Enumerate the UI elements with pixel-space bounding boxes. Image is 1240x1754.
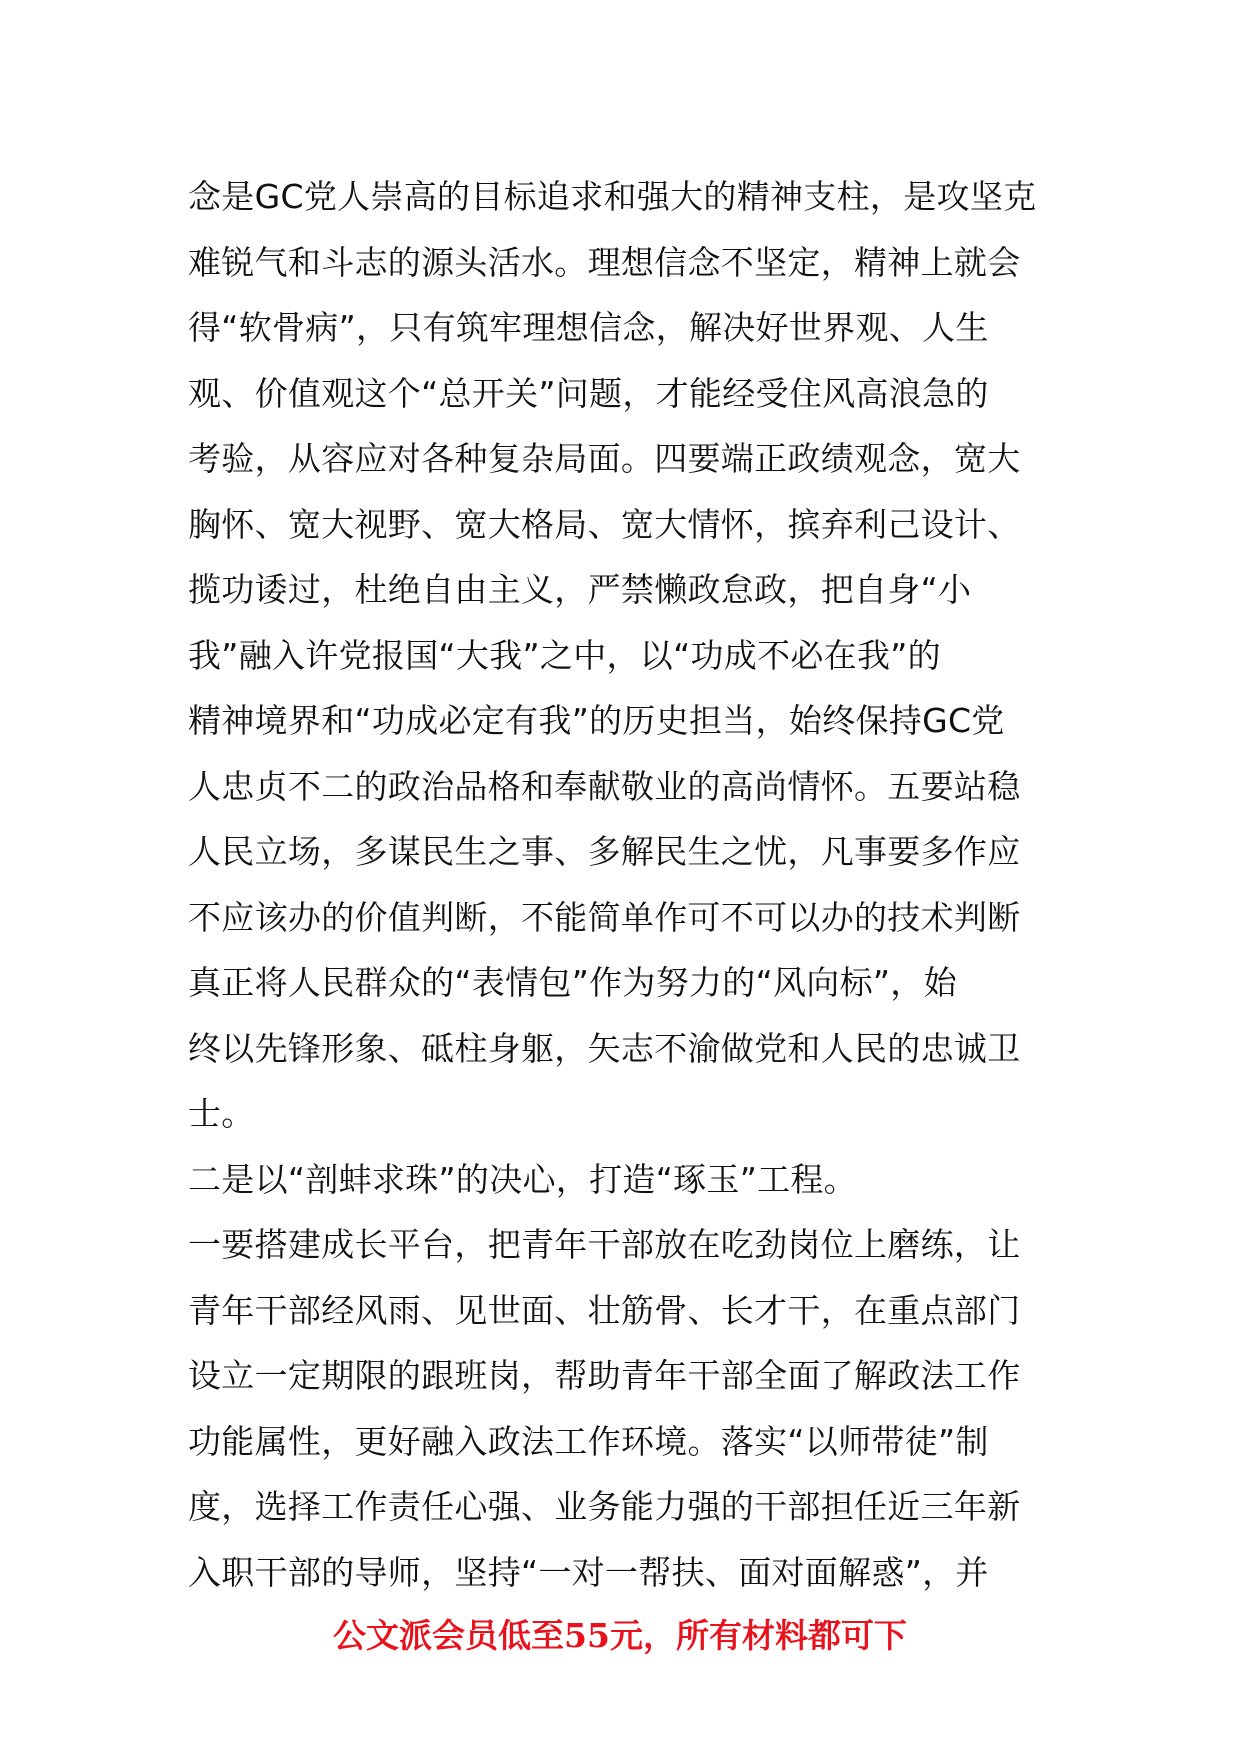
text-line: 终以先锋形象、砥柱身躯，矢志不渝做党和人民的忠诚卫 (188, 1028, 1021, 1068)
text-line: 观、价值观这个“总开关”问题，才能经受住风高浪急的 (188, 373, 989, 413)
promo-footer: 公文派会员低至55元，所有材料都可下 (333, 1616, 907, 1655)
text-line: 揽功诿过，杜绝自由主义，严禁懒政怠政，把自身“小 (188, 570, 972, 609)
text-line: 一要搭建成长平台，把青年干部放在吃劲岗位上磨练，让 (188, 1225, 1021, 1264)
text-line: 胸怀、宽大视野、宽大格局、宽大情怀，摈弃利己设计、 (188, 504, 1021, 544)
text-line: 念是GC党人崇高的目标追求和强大的精神支柱，是攻坚克 (188, 177, 1037, 216)
text-line: 士。 (188, 1094, 255, 1133)
text-line: 设立一定期限的跟班岗，帮助青年干部全面了解政法工作 (188, 1356, 1021, 1395)
text-line: 人民立场，多谋民生之事、多解民生之忧，凡事要多作应 (188, 832, 1021, 871)
text-line: 考验，从容应对各种复杂局面。四要端正政绩观念，宽大 (188, 439, 1021, 478)
text-line: 得“软骨病”，只有筑牢理想信念，解决好世界观、人生 (188, 308, 989, 347)
text-line: 精神境界和“功成必定有我”的历史担当，始终保持GC党 (188, 701, 1005, 740)
text-line: 难锐气和斗志的源头活水。理想信念不坚定，精神上就会 (188, 242, 1021, 282)
text-line: 功能属性，更好融入政法工作环境。落实“以师带徒”制 (188, 1421, 989, 1461)
text-line: 人忠贞不二的政治品格和奉献敬业的高尚情怀。五要站稳 (188, 766, 1021, 806)
text-line: 入职干部的导师，坚持“一对一帮扶、面对面解惑”，并 (188, 1552, 989, 1592)
text-line: 青年干部经风雨、见世面、壮筋骨、长才干，在重点部门 (188, 1290, 1021, 1330)
text-line: 我”融入许党报国“大我”之中，以“功成不必在我”的 (188, 635, 941, 675)
text-line: 不应该办的价值判断，不能简单作可不可以办的技术判断 (188, 897, 1021, 937)
section-heading: 二是以“剖蚌求珠”的决心，打造“琢玉”工程。 (188, 1159, 857, 1199)
text-line: 度，选择工作责任心强、业务能力强的干部担任近三年新 (188, 1487, 1021, 1526)
document-body (188, 164, 1068, 1605)
text-line: 真正将人民群众的“表情包”作为努力的“风向标”，始 (188, 963, 957, 1002)
